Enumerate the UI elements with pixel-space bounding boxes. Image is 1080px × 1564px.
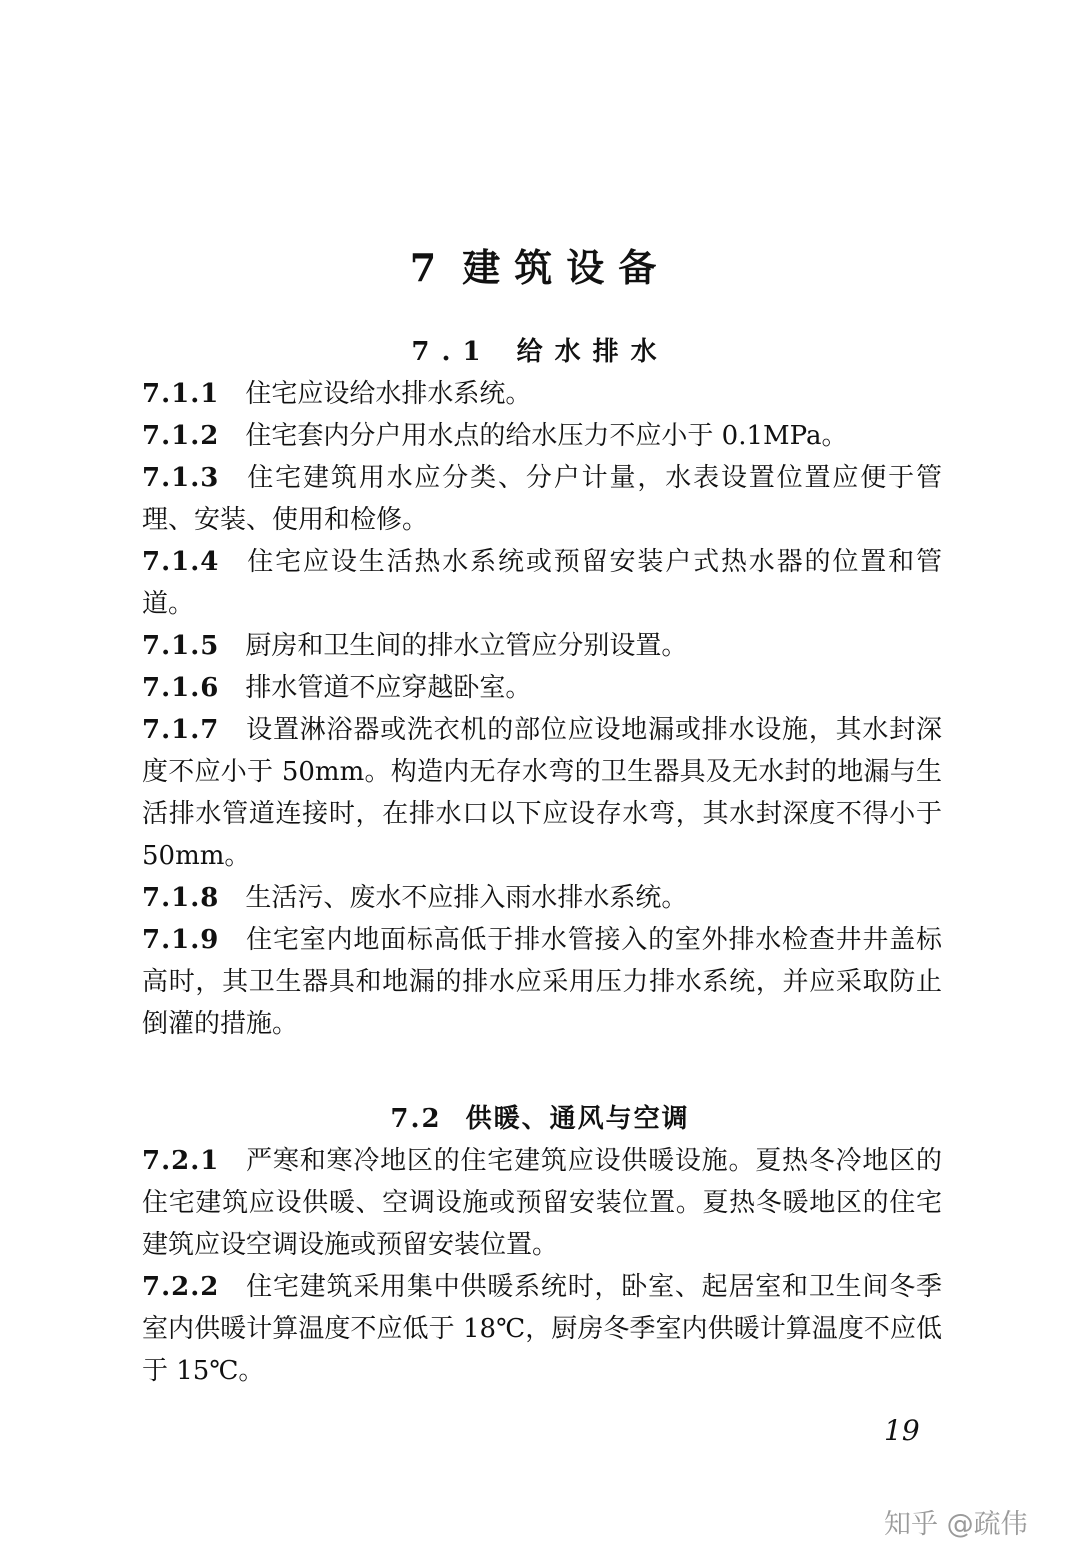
clause-text: 住宅建筑用水应分类、分户计量，水表设置位置应便于管理、安装、使用和检修。 bbox=[142, 463, 942, 535]
watermark: 知乎 @疏伟 bbox=[884, 1509, 1028, 1540]
clause-7-1-6 bbox=[142, 667, 942, 709]
clause-7-1-3 bbox=[142, 457, 942, 541]
clause-number: 7.1.3 bbox=[142, 463, 220, 493]
clause-number: 7.1.2 bbox=[142, 421, 220, 451]
clause-text: 住宅建筑采用集中供暖系统时，卧室、起居室和卫生间冬季室内供暖计算温度不应低于 18℃，厨房冬季室内供暖计算温度不应低于 15℃。 bbox=[142, 1272, 942, 1386]
clause-7-1-2 bbox=[142, 415, 942, 457]
clause-number: 7.1.4 bbox=[142, 547, 220, 577]
section-number: 7.2 bbox=[390, 1103, 442, 1134]
clause-number: 7.1.5 bbox=[142, 631, 220, 661]
clause-number: 7.1.7 bbox=[142, 715, 220, 745]
clause-list-7-1 bbox=[142, 373, 942, 1045]
clause-text: 严寒和寒冷地区的住宅建筑应设供暖设施。夏热冬冷地区的住宅建筑应设供暖、空调设施或预留安装位置。夏热冬暖地区的住宅建筑应设空调设施或预留安装位置。 bbox=[142, 1146, 942, 1260]
clause-number: 7.1.9 bbox=[142, 925, 220, 955]
section-number: 7.1 bbox=[411, 336, 493, 367]
section-title: 给水排水 bbox=[516, 336, 669, 367]
chapter-title bbox=[0, 243, 1080, 293]
clause-text: 排水管道不应穿越卧室。 bbox=[245, 673, 532, 703]
clause-7-1-1 bbox=[142, 373, 942, 415]
clause-text: 住宅套内分户用水点的给水压力不应小于 0.1MPa。 bbox=[245, 421, 848, 451]
chapter-number: 7 bbox=[409, 245, 451, 291]
clause-text: 住宅应设生活热水系统或预留安装户式热水器的位置和管道。 bbox=[142, 547, 942, 619]
clause-7-2-1 bbox=[142, 1140, 942, 1266]
clause-text: 住宅应设给水排水系统。 bbox=[245, 379, 532, 409]
clause-list-7-2 bbox=[142, 1140, 942, 1392]
clause-7-1-4 bbox=[142, 541, 942, 625]
clause-number: 7.1.8 bbox=[142, 883, 220, 913]
page-number: 19 bbox=[884, 1414, 920, 1447]
clause-text: 厨房和卫生间的排水立管应分别设置。 bbox=[245, 631, 688, 661]
clause-number: 7.2.1 bbox=[142, 1146, 220, 1176]
clause-7-1-8 bbox=[142, 877, 942, 919]
section-heading-7-1 bbox=[0, 335, 1080, 369]
clause-7-1-5 bbox=[142, 625, 942, 667]
chapter-title-text: 建筑设备 bbox=[462, 245, 671, 291]
clause-number: 7.1.1 bbox=[142, 379, 220, 409]
clause-number: 7.2.2 bbox=[142, 1272, 220, 1302]
section-heading-7-2 bbox=[0, 1102, 1080, 1136]
section-title: 供暖、通风与空调 bbox=[465, 1103, 690, 1134]
clause-text: 设置淋浴器或洗衣机的部位应设地漏或排水设施，其水封深度不应小于 50mm。构造内无存水弯的卫生器具及无水封的地漏与生活排水管道连接时，在排水口以下应设存水弯，其水封深度不得小于 50mm。 bbox=[142, 715, 942, 871]
clause-text: 住宅室内地面标高低于排水管接入的室外排水检查井井盖标高时，其卫生器具和地漏的排水应采用压力排水系统，并应采取防止倒灌的措施。 bbox=[142, 925, 942, 1039]
clause-text: 生活污、废水不应排入雨水排水系统。 bbox=[245, 883, 688, 913]
clause-7-2-2 bbox=[142, 1266, 942, 1392]
clause-7-1-9 bbox=[142, 919, 942, 1045]
clause-7-1-7 bbox=[142, 709, 942, 877]
clause-number: 7.1.6 bbox=[142, 673, 220, 703]
